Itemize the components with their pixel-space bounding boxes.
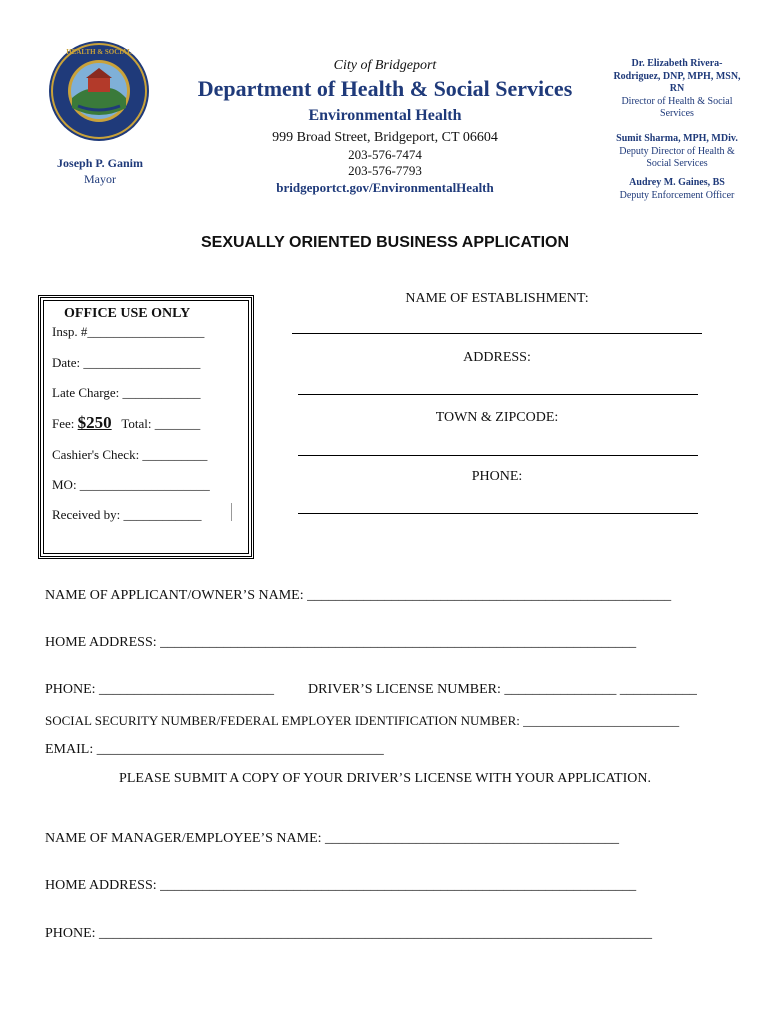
staff-name: Audrey M. Gaines, BS	[629, 177, 725, 188]
address-label: ADDRESS:	[463, 350, 531, 365]
drivers-license-field[interactable]: DRIVER’S LICENSE NUMBER: ________________ ___________	[308, 682, 697, 697]
manager-phone-field[interactable]: PHONE: _______________________________________________________________________________	[45, 926, 653, 941]
address-input[interactable]	[298, 394, 698, 395]
late-charge-field[interactable]: Late Charge: ____________	[52, 385, 201, 400]
email-field[interactable]: EMAIL: _________________________________________	[45, 742, 384, 757]
office-address: 999 Broad Street, Bridgeport, CT 06604	[272, 130, 498, 145]
license-copy-note: PLEASE SUBMIT A COPY OF YOUR DRIVER’S LICENSE WITH YOUR APPLICATION.	[119, 771, 651, 786]
town-zip-input[interactable]	[298, 455, 698, 456]
date-field[interactable]: Date: __________________	[52, 355, 201, 370]
fee-row	[52, 413, 200, 433]
cashiers-check-field[interactable]: Cashier's Check: __________	[52, 447, 208, 462]
city-name: City of Bridgeport	[333, 58, 437, 73]
staff-title: Deputy Director of Health &	[619, 145, 735, 157]
mo-field[interactable]: MO: ____________________	[52, 477, 210, 492]
staff-name: Sumit Sharma, MPH, MDiv.	[616, 133, 738, 144]
applicant-name-field[interactable]: NAME OF APPLICANT/OWNER’S NAME: ____________________________________________________	[45, 588, 672, 603]
received-by-field[interactable]: Received by: ____________	[52, 507, 202, 522]
mayor-title: Mayor	[84, 172, 116, 186]
applicant-phone-field[interactable]: PHONE: _________________________	[45, 682, 275, 697]
staff-title: Deputy Enforcement Officer	[619, 189, 735, 201]
staff-title: Services	[660, 108, 694, 119]
establishment-name-input[interactable]	[292, 333, 702, 334]
city-seal-logo	[48, 40, 150, 142]
town-zip-label: TOWN & ZIPCODE:	[435, 410, 559, 425]
staff-name: Rodriguez, DNP, MPH, MSN,	[613, 70, 741, 82]
insp-field[interactable]: Insp. #__________________	[52, 324, 205, 339]
office-phone-1: 203-576-7474	[348, 147, 422, 162]
staff-title: Director of Health & Social	[621, 95, 733, 107]
staff-name: Dr. Elizabeth Rivera-	[631, 58, 723, 69]
office-phone-2: 203-576-7793	[348, 163, 422, 178]
fee-amount: $250	[77, 413, 112, 432]
staff-name: RN	[669, 83, 685, 94]
establishment-name-label: NAME OF ESTABLISHMENT:	[405, 291, 589, 306]
ssn-fein-field[interactable]: SOCIAL SECURITY NUMBER/FEDERAL EMPLOYER IDENTIFICATION NUMBER: ________________________	[45, 713, 680, 728]
staff-enforcement-officer	[596, 177, 758, 202]
mayor-name: Joseph P. Ganim	[57, 156, 143, 170]
manager-name-field[interactable]: NAME OF MANAGER/EMPLOYEE’S NAME: __________________________________________	[45, 831, 620, 846]
office-use-title: OFFICE USE ONLY	[64, 306, 191, 321]
total-field[interactable]: Total: _______	[121, 416, 201, 431]
division-name: Environmental Health	[308, 107, 462, 124]
staff-title: Social Services	[646, 158, 708, 169]
staff-director	[596, 58, 758, 121]
phone-input[interactable]	[298, 513, 698, 514]
svg-text:HEALTH & SOCIAL: HEALTH & SOCIAL	[66, 48, 132, 56]
department-name: Department of Health & Social Services	[197, 76, 573, 101]
manager-home-address-field[interactable]: HOME ADDRESS: ____________________________________________________________________	[45, 878, 637, 893]
fee-label: Fee:	[52, 416, 75, 431]
form-title: SEXUALLY ORIENTED BUSINESS APPLICATION	[200, 234, 570, 251]
phone-label: PHONE:	[471, 469, 523, 484]
applicant-home-address-field[interactable]: HOME ADDRESS: ____________________________________________________________________	[45, 635, 637, 650]
divider	[231, 503, 232, 521]
office-website: bridgeportct.gov/EnvironmentalHealth	[276, 180, 494, 195]
staff-deputy-director	[596, 133, 758, 171]
